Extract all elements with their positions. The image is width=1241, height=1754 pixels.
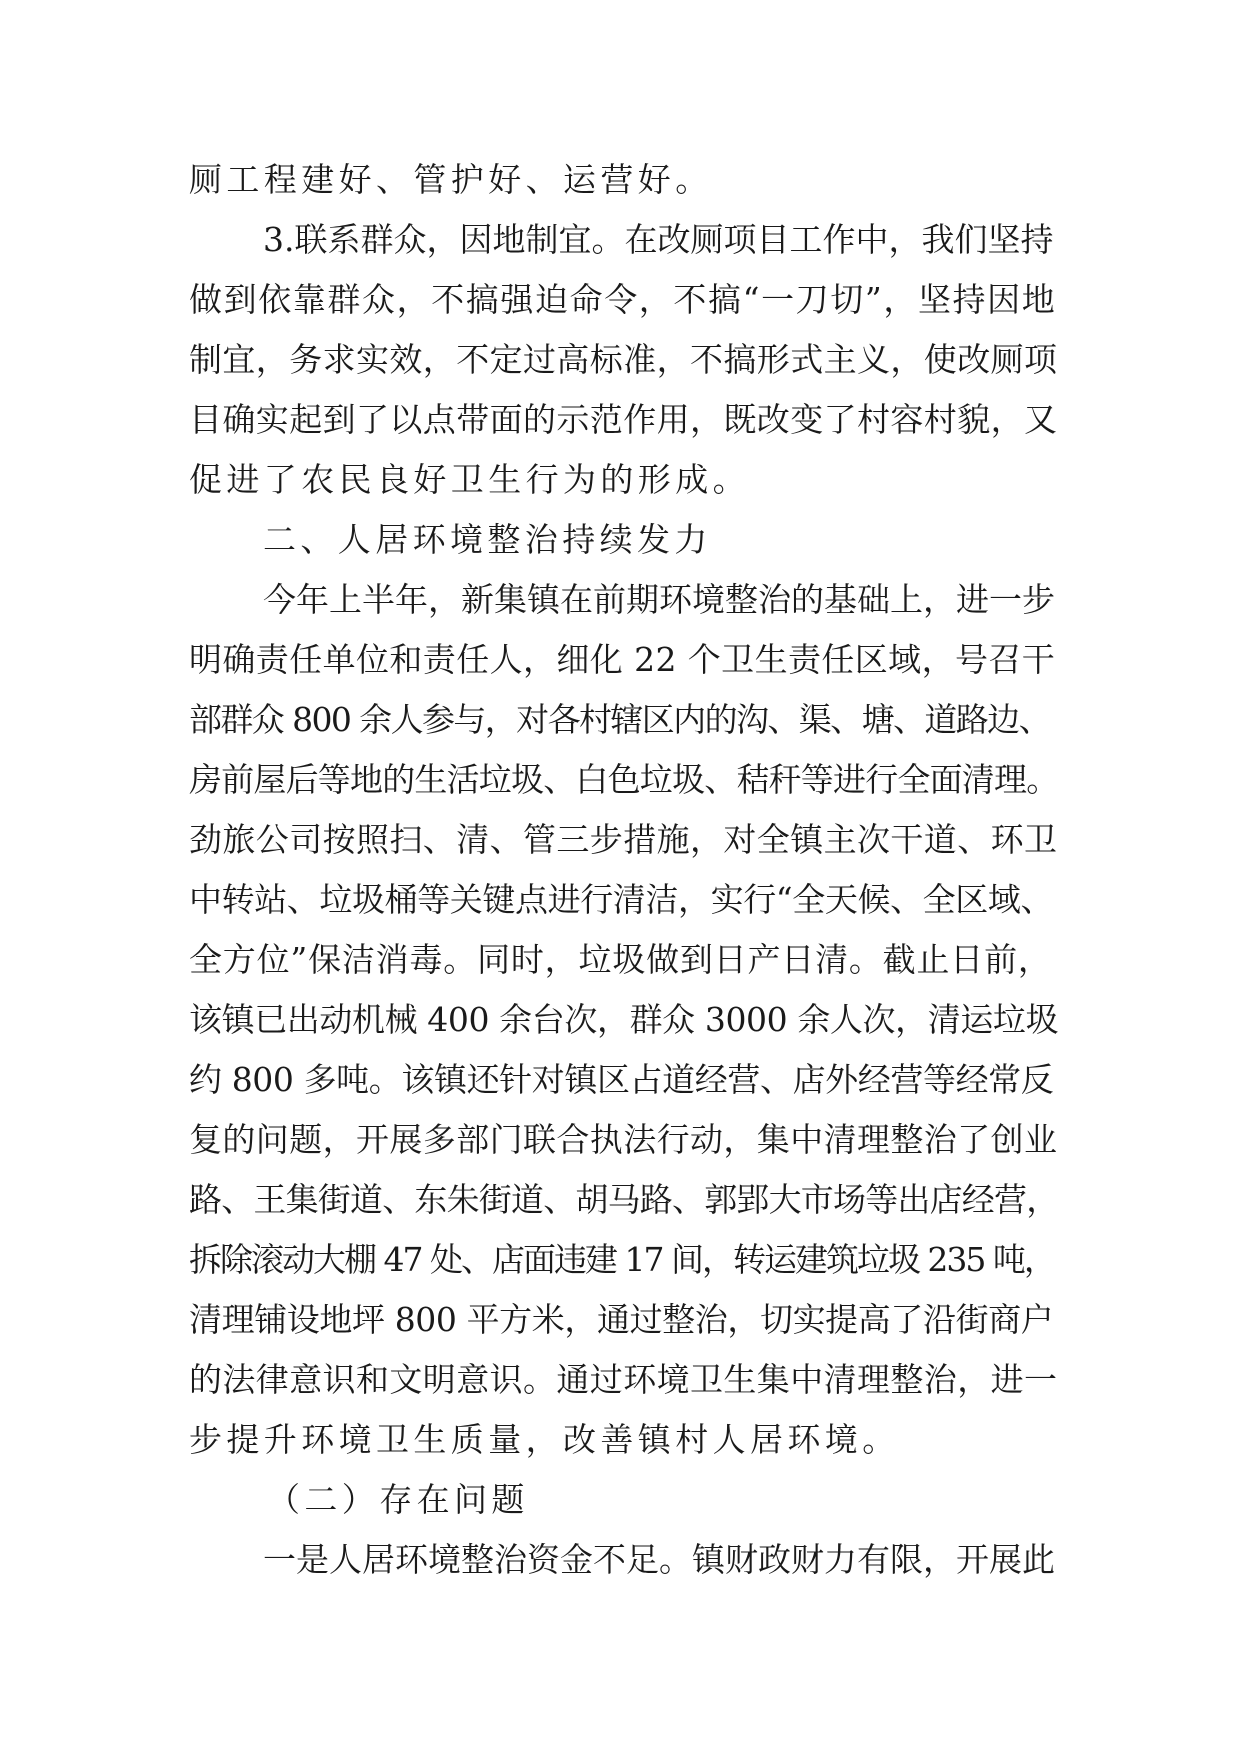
body-text bbox=[189, 150, 1059, 1590]
text-line: 目确实起到了以点带面的示范作用，既改变了村容村貌，又 bbox=[189, 400, 1058, 439]
text-line: 3.联系群众，因地制宜。在改厕项目工作中，我们坚持 bbox=[263, 220, 1054, 259]
text-line: 的法律意识和文明意识。通过环境卫生集中清理整治，进一 bbox=[189, 1360, 1058, 1399]
text-line: 明确责任单位和责任人，细化 22 个卫生责任区域，号召干 bbox=[189, 640, 1056, 679]
text-line: 劲旅公司按照扫、清、管三步措施，对全镇主次干道、环卫 bbox=[189, 820, 1058, 859]
text-line: 清理铺设地坪 800 平方米，通过整治，切实提高了沿街商户 bbox=[189, 1300, 1054, 1339]
subsection-heading: （二）存在问题 bbox=[267, 1480, 529, 1519]
text-line: 复的问题，开展多部门联合执法行动，集中清理整治了创业 bbox=[189, 1120, 1058, 1159]
text-line: 拆除滚动大棚 47 处、店面违建 17 间，转运建筑垃圾 235 吨， bbox=[189, 1240, 1055, 1279]
text-line: 制宜，务求实效，不定过高标准，不搞形式主义，使改厕项 bbox=[189, 340, 1058, 379]
text-line: 路、王集街道、东朱街道、胡马路、郭郢大市场等出店经营， bbox=[189, 1180, 1059, 1219]
text-line: 全方位”保洁消毒。同时，垃圾做到日产日清。截止日前， bbox=[189, 940, 1052, 979]
text-line: 约 800 多吨。该镇还针对镇区占道经营、店外经营等经常反 bbox=[189, 1060, 1054, 1099]
text-line: 中转站、垃圾桶等关键点进行清洁，实行“全天候、全区域、 bbox=[189, 880, 1054, 919]
text-line: 促进了农民良好卫生行为的形成。 bbox=[189, 460, 750, 499]
text-line: 做到依靠群众，不搞强迫命令，不搞“一刀切”，坚持因地 bbox=[189, 280, 1057, 319]
text-line: 部群众 800 余人参与，对各村辖区内的沟、渠、塘、道路边、 bbox=[189, 700, 1050, 739]
text-line: 该镇已出动机械 400 余台次，群众 3000 余人次，清运垃圾 bbox=[189, 1000, 1059, 1039]
text-line: 今年上半年，新集镇在前期环境整治的基础上，进一步 bbox=[263, 580, 1055, 619]
section-heading: 二、人居环境整治持续发力 bbox=[263, 520, 712, 559]
text-line: 厕工程建好、管护好、运营好。 bbox=[189, 160, 713, 199]
text-line: 步提升环境卫生质量，改善镇村人居环境。 bbox=[189, 1420, 900, 1459]
text-line: 房前屋后等地的生活垃圾、白色垃圾、秸秆等进行全面清理。 bbox=[189, 760, 1059, 799]
text-line: 一是人居环境整治资金不足。镇财政财力有限，开展此 bbox=[263, 1540, 1055, 1579]
